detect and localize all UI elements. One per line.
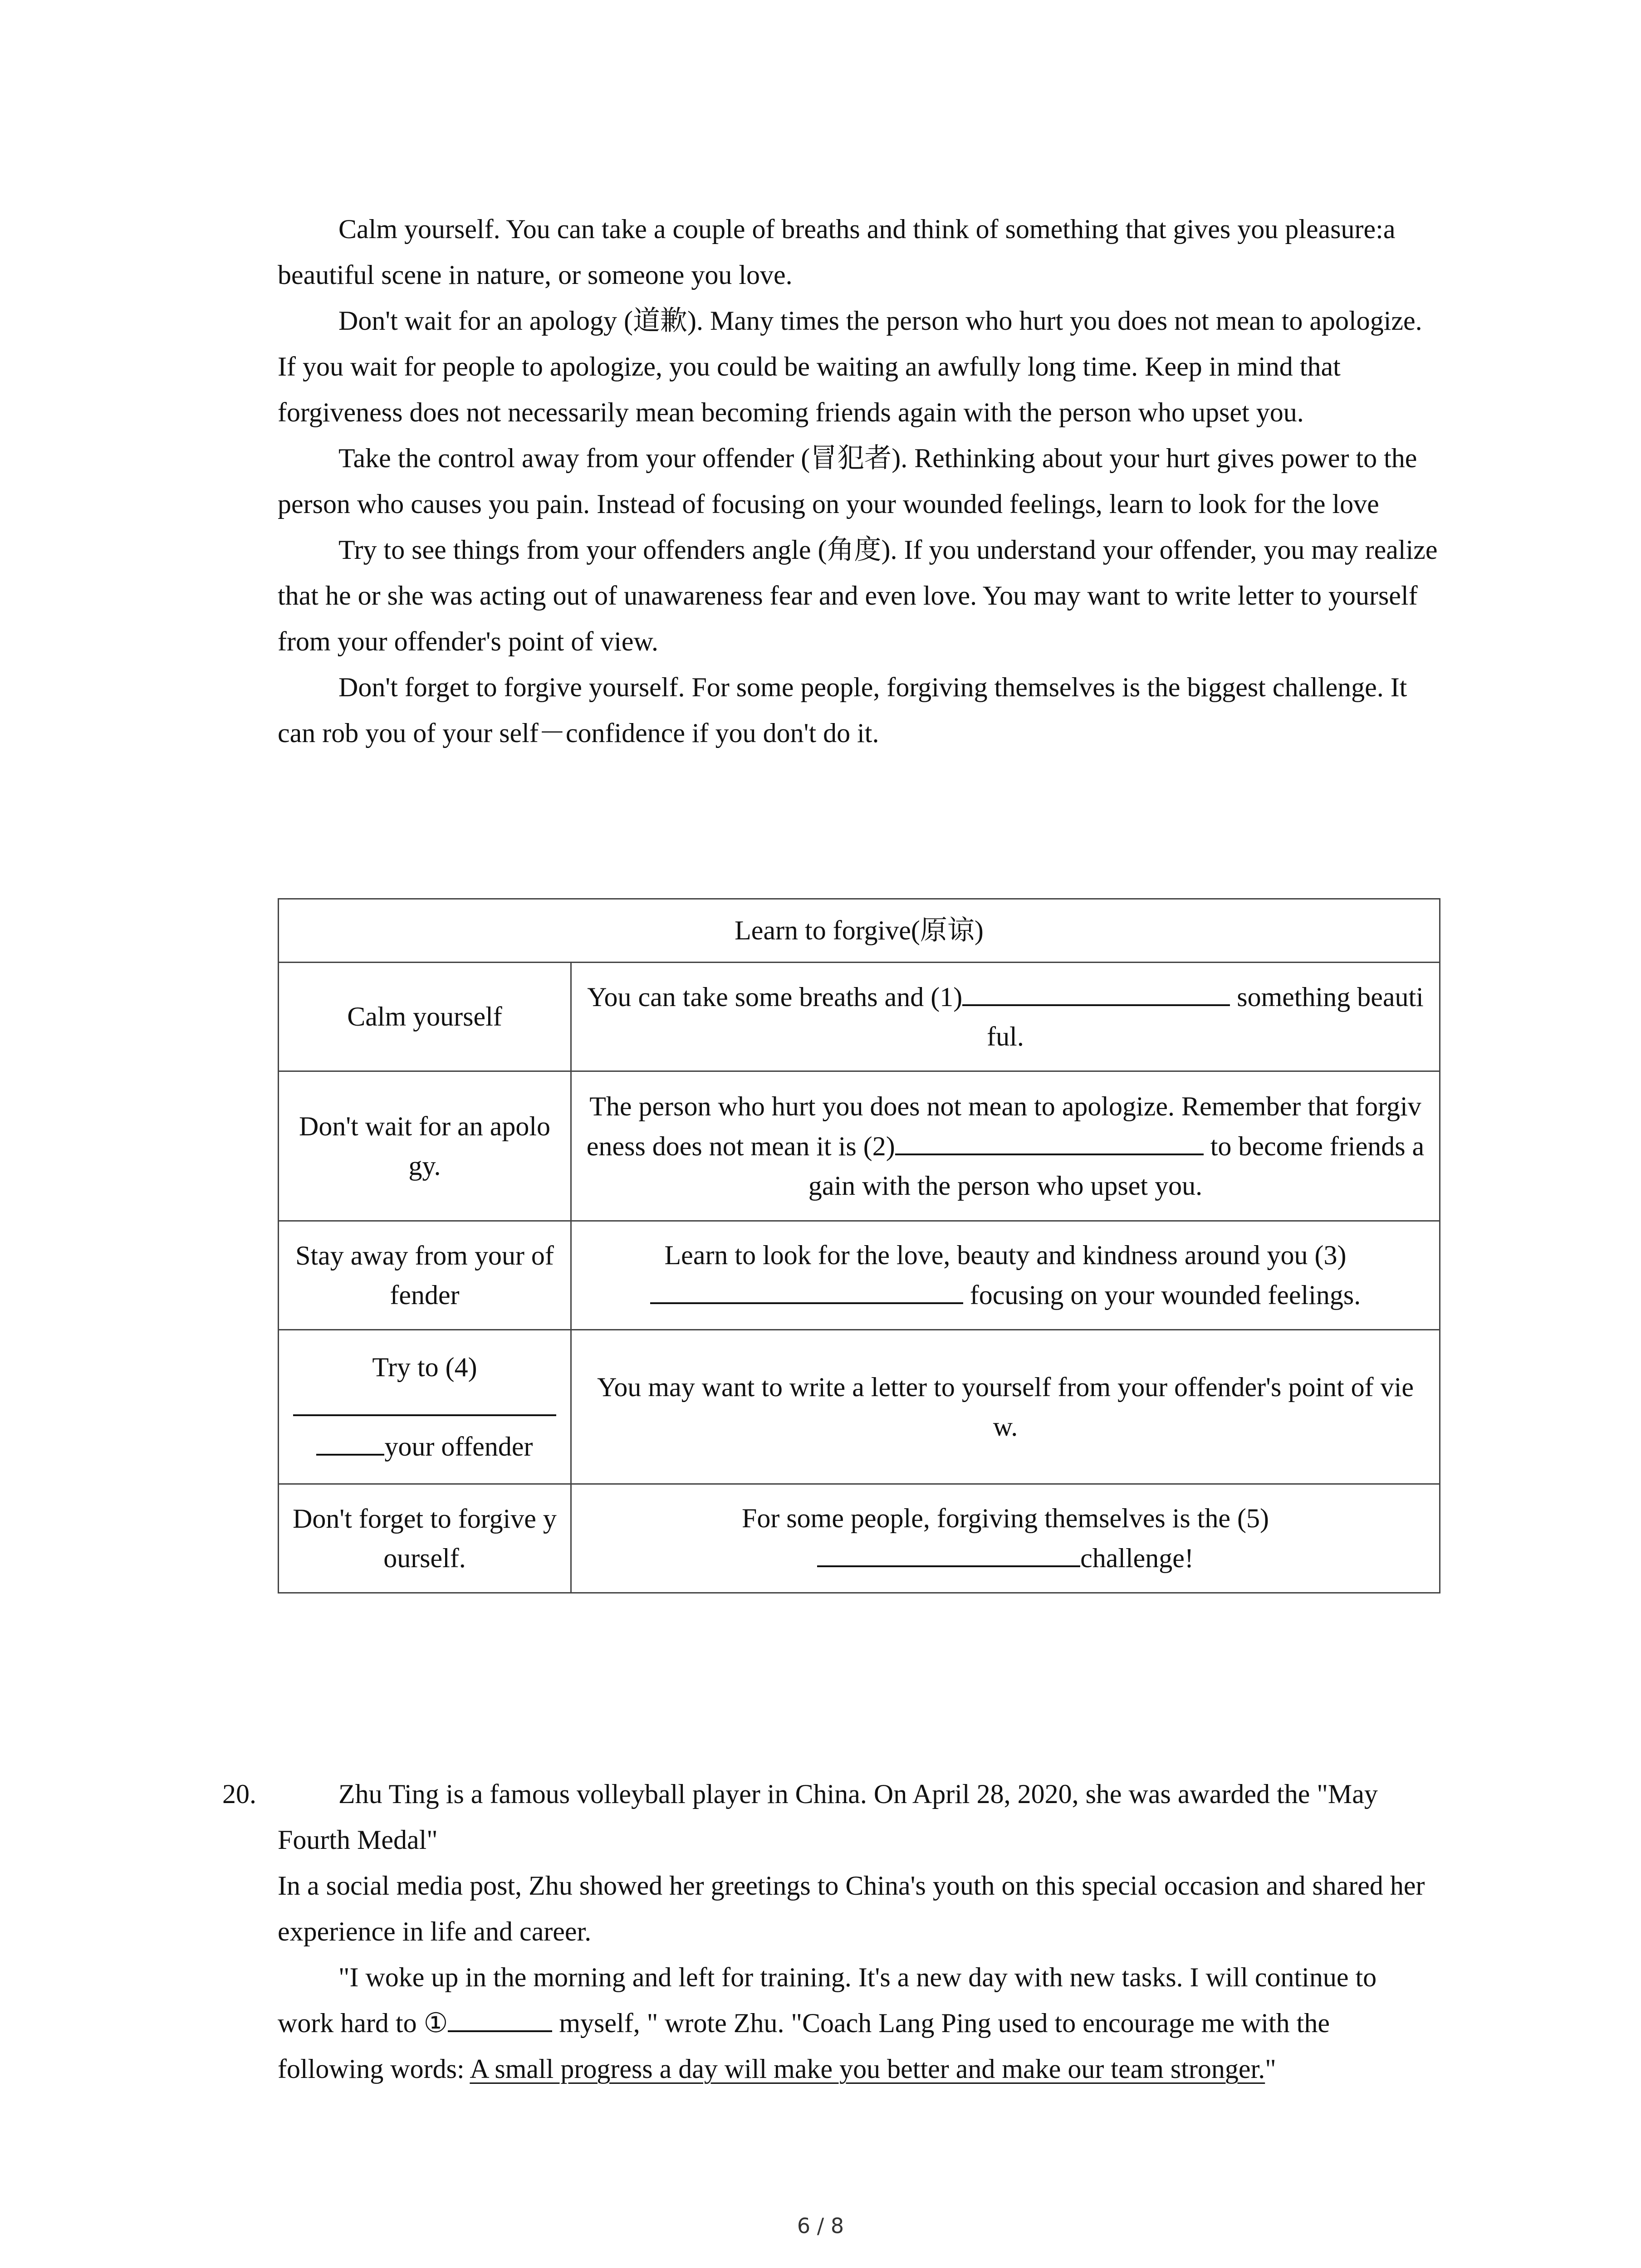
paragraph-control: Take the control away from your offender (冒犯者). Rethinking about your hurt gives power to the person who causes you pain. Instead of focusing on your wounded feelings, learn to look for the love: [278, 443, 1417, 519]
row-text: challenge!: [1080, 1543, 1194, 1573]
row-content: [571, 963, 1440, 1071]
answer-blank-3[interactable]: [650, 1275, 963, 1304]
row-text: to become friends again with the person who upset you.: [808, 1131, 1425, 1201]
quote-text: myself, " wrote Zhu. "Coach Lang Ping used to encourage me with the following words:: [278, 2008, 1330, 2084]
answer-blank-1[interactable]: [962, 977, 1230, 1006]
table-row: [279, 1221, 1440, 1330]
answer-blank-2[interactable]: [895, 1126, 1204, 1155]
row-label: [279, 1330, 571, 1484]
question-20: [278, 1771, 1439, 2092]
table-row: [279, 1071, 1440, 1221]
table-title: Learn to forgive(原谅): [279, 899, 1440, 963]
q20-context: In a social media post, Zhu showed her greetings to China's youth on this special occasion and shared her experience in life and career.: [278, 1871, 1425, 1946]
forgive-table: [278, 898, 1440, 1593]
paragraph-angle: Try to see things from your offenders angle (角度). If you understand your offender, you may realize that he or she was acting out of unawareness fear and even love. You may want to write letter to yourself from your offender's point of view.: [278, 535, 1438, 656]
reading-passage: [278, 206, 1439, 756]
row-text: Try to (4): [372, 1352, 477, 1382]
quote-text: ": [1265, 2054, 1276, 2084]
table-row: [279, 1484, 1440, 1593]
page-number: 6 / 8: [797, 2214, 844, 2238]
row-text: The person who hurt you does not mean to apologize. Remember that forgiveness does not mean it is (2): [586, 1091, 1421, 1161]
paragraph-self: Don't forget to forgive yourself. For some people, forgiving themselves is the biggest challenge. It can rob you of your self－confidence if you don't do it.: [278, 672, 1407, 748]
q20-quote: [278, 1955, 1439, 2092]
row-content: [571, 1071, 1440, 1221]
row-content: [571, 1221, 1440, 1330]
answer-blank-4-continued[interactable]: [316, 1429, 384, 1456]
row-label: Don't forget to forgive yourself.: [279, 1484, 571, 1593]
underlined-sentence: A small progress a day will make you better and make our team stronger.: [470, 2054, 1265, 2084]
table-row: [279, 963, 1440, 1071]
table-row: [279, 1330, 1440, 1484]
paragraph-calm: Calm yourself. You can take a couple of breaths and think of something that gives you pleasure:a beautiful scene in nature, or someone you love.: [278, 214, 1396, 290]
row-content: [571, 1484, 1440, 1593]
row-text: For some people, forgiving themselves is the (5): [741, 1503, 1269, 1533]
answer-blank-circle-1[interactable]: [448, 2006, 552, 2032]
row-text: your offender: [384, 1431, 533, 1461]
paragraph-apology: Don't wait for an apology (道歉). Many times the person who hurt you does not mean to apologize. If you wait for people to apologize, you could be waiting an awfully long time. Keep in mind that forgiveness does not necessarily mean becoming friends again with the person who upset you.: [278, 306, 1422, 427]
row-text: something beautiful.: [987, 982, 1424, 1051]
row-label: Don't wait for an apology.: [279, 1071, 571, 1221]
row-text: You can take some breaths and (1): [587, 982, 963, 1012]
answer-blank-5[interactable]: [817, 1538, 1080, 1567]
quote-text: "I woke up in the morning and left for training. It's a new day with new tasks. I will continue to work hard to ①: [278, 1962, 1377, 2038]
row-label: Calm yourself: [279, 963, 571, 1071]
row-content: You may want to write a letter to yourself from your offender's point of view.: [571, 1330, 1440, 1484]
row-text: focusing on your wounded feelings.: [963, 1280, 1361, 1310]
row-text: Learn to look for the love, beauty and kindness around you (3): [664, 1240, 1347, 1270]
q20-intro: Zhu Ting is a famous volleyball player in China. On April 28, 2020, she was awarded the "May Fourth Medal": [278, 1779, 1378, 1855]
question-number: 20.: [222, 1779, 256, 1809]
row-label: Stay away from your offender: [279, 1221, 571, 1330]
answer-blank-4[interactable]: [293, 1387, 556, 1416]
